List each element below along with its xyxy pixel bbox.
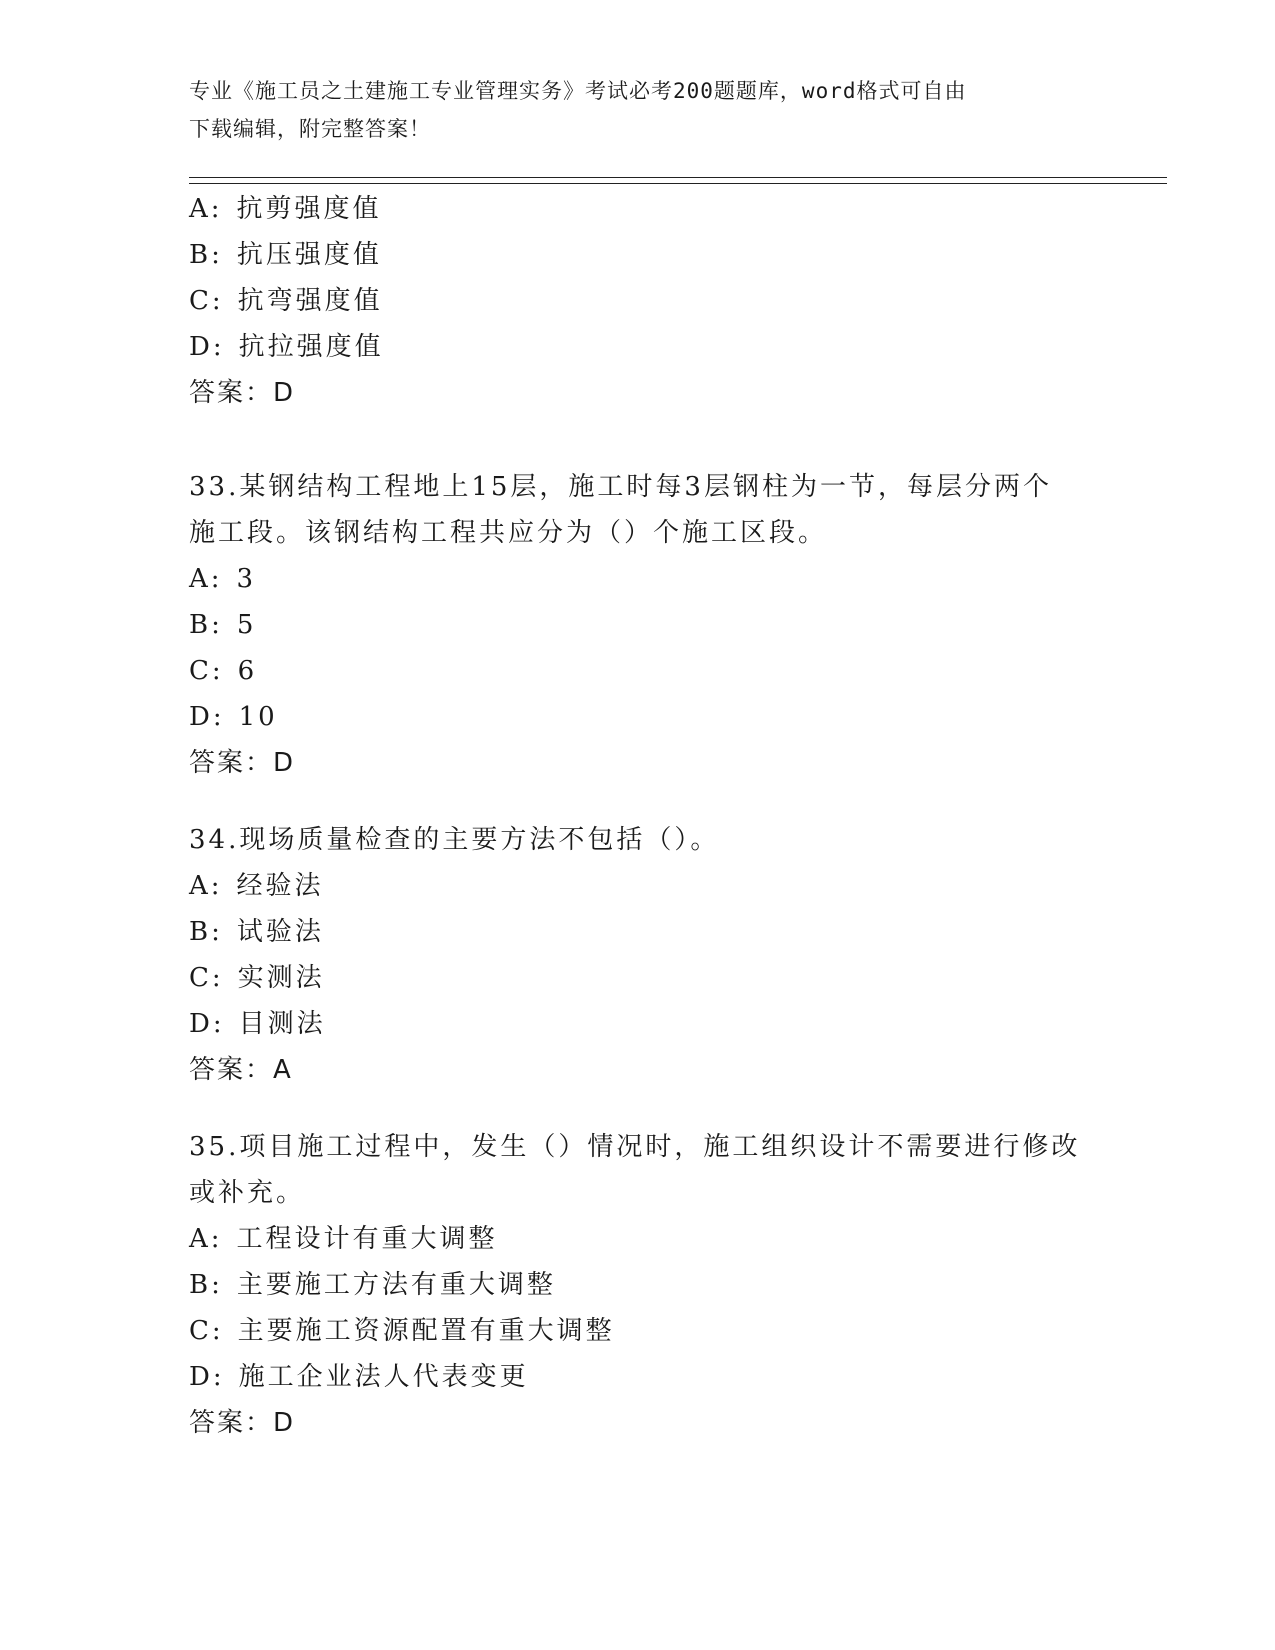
question-stem-line-1: 35.项目施工过程中，发生（）情况时，施工组织设计不需要进行修改	[189, 1132, 1081, 1162]
question-stem-line-2: 施工段。该钢结构工程共应分为（）个施工区段。	[189, 518, 828, 548]
option-a: A: 经验法	[189, 871, 324, 901]
option-b: B: 试验法	[189, 917, 324, 947]
option-c: C: 主要施工资源配置有重大调整	[189, 1316, 615, 1346]
question-stem-line-1: 33.某钢结构工程地上15层，施工时每3层钢柱为一节，每层分两个	[189, 472, 1052, 502]
question-35	[189, 1124, 1089, 1446]
question-stem-line-2: 或补充。	[189, 1178, 306, 1208]
header-line-1: 专业《施工员之土建施工专业管理实务》考试必考200题题库，word格式可自由	[189, 79, 967, 103]
question-32-continued	[189, 186, 1089, 416]
header-divider-top	[189, 177, 1167, 178]
question-33	[189, 464, 1089, 786]
option-c: C: 实测法	[189, 963, 325, 993]
question-stem-line-1: 34.现场质量检查的主要方法不包括（）。	[189, 825, 720, 855]
header-divider-bottom	[189, 183, 1167, 184]
option-c: C: 抗弯强度值	[189, 286, 383, 316]
option-d: D: 施工企业法人代表变更	[189, 1362, 529, 1392]
header-line-2: 下载编辑，附完整答案！	[189, 117, 431, 141]
option-d: D: 抗拉强度值	[189, 332, 384, 362]
option-d: D: 目测法	[189, 1009, 326, 1039]
document-header	[189, 72, 1089, 148]
option-a: A: 工程设计有重大调整	[189, 1224, 498, 1254]
option-b: B: 主要施工方法有重大调整	[189, 1270, 556, 1300]
option-a: A: 3	[189, 564, 257, 594]
option-c: C: 6	[189, 656, 258, 686]
option-b: B: 5	[189, 610, 257, 640]
option-d: D: 10	[189, 702, 278, 732]
option-b: B: 抗压强度值	[189, 240, 382, 270]
option-a: A: 抗剪强度值	[189, 194, 382, 224]
answer-line: 答案：A	[189, 1055, 293, 1085]
answer-line: 答案：D	[189, 378, 296, 408]
question-34	[189, 817, 1089, 1093]
answer-line: 答案：D	[189, 748, 296, 778]
answer-line: 答案：D	[189, 1408, 296, 1438]
